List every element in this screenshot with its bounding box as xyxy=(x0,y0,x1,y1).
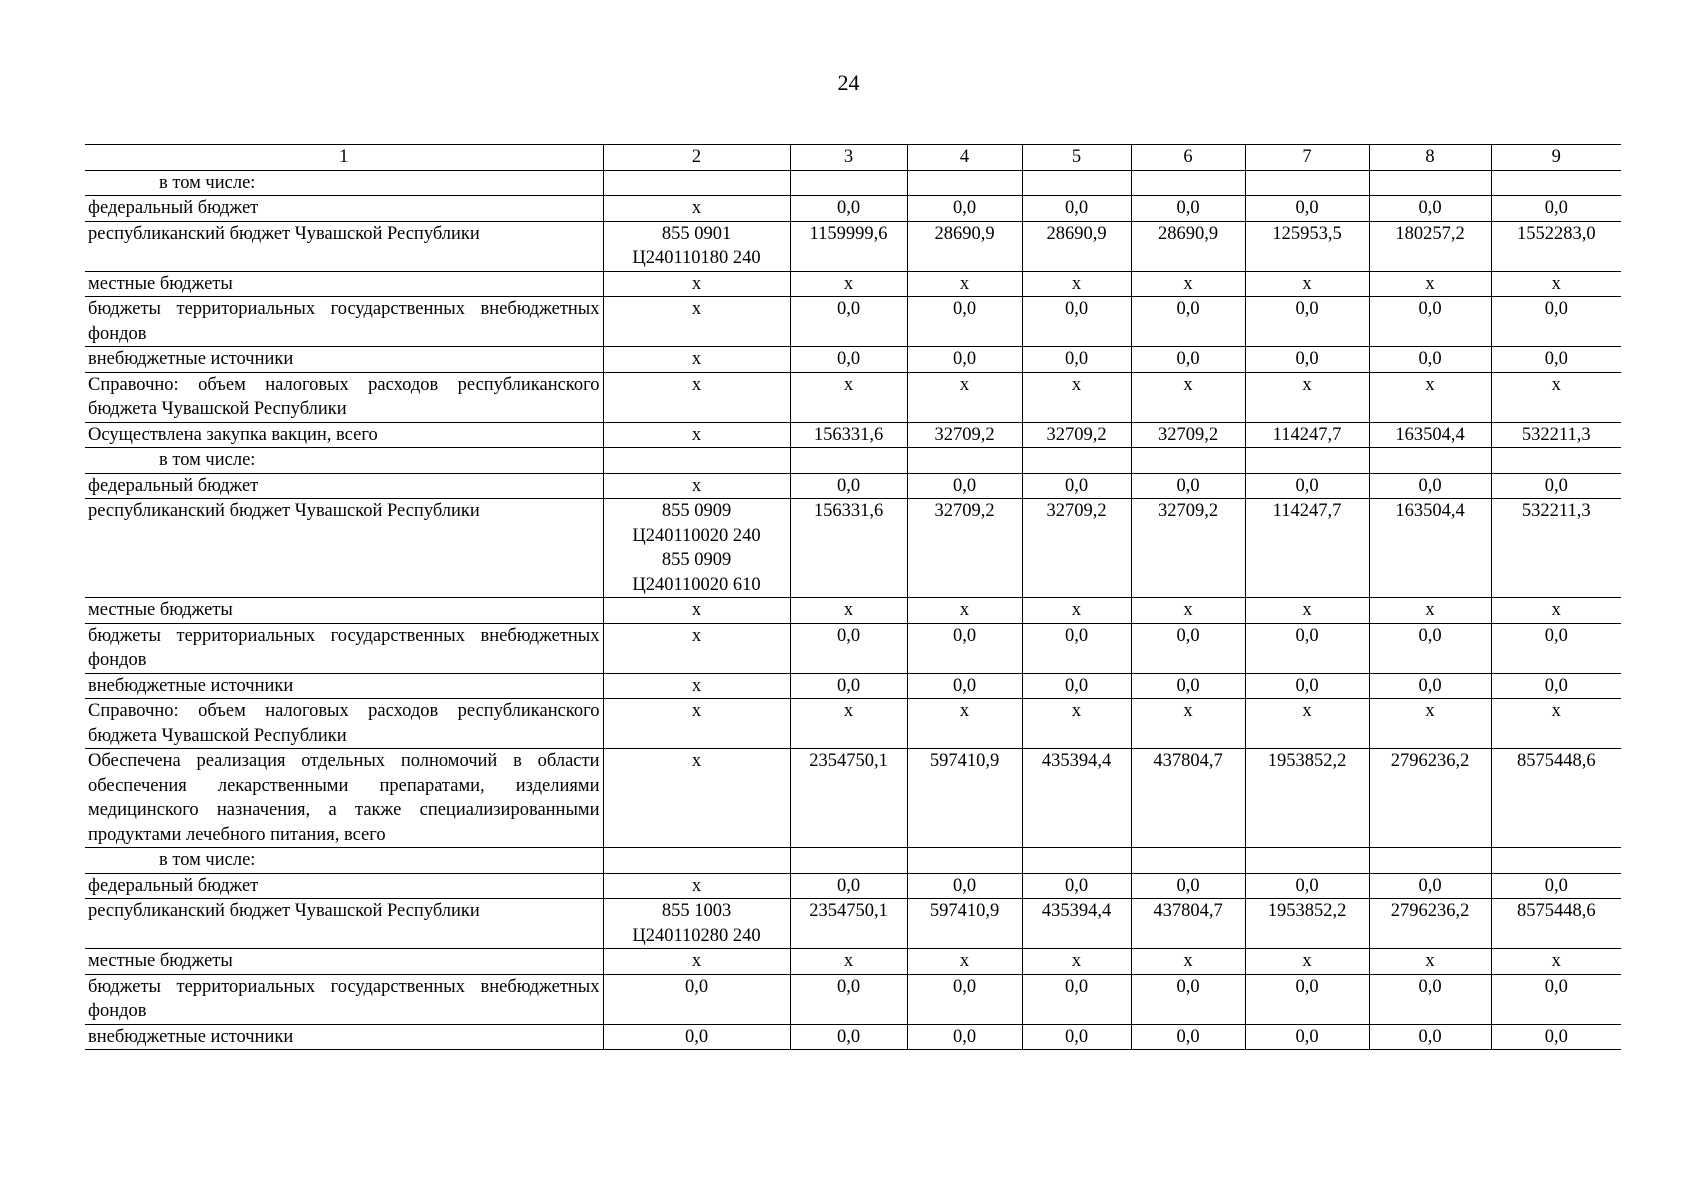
row-label: в том числе: xyxy=(85,448,603,474)
row-label: бюджеты территориальных государственных внебюджетных фондов xyxy=(85,297,603,347)
budget-code: х xyxy=(691,374,702,395)
value-cell: 0,0 xyxy=(1369,473,1491,499)
table-row xyxy=(85,170,1621,196)
value-cell: х xyxy=(790,699,907,749)
budget-code: х xyxy=(691,198,702,218)
value-cell: 0,0 xyxy=(907,347,1022,373)
table-row xyxy=(85,221,1621,271)
value-cell: х xyxy=(1022,699,1131,749)
budget-code-cell xyxy=(603,372,790,422)
budget-code-cell xyxy=(603,1024,790,1050)
table-row xyxy=(85,598,1621,624)
value-cell: 0,0 xyxy=(1369,873,1491,899)
value-cell xyxy=(907,848,1022,874)
table-row xyxy=(85,1024,1621,1050)
value-cell: х xyxy=(907,271,1022,297)
value-cell: 125953,5 xyxy=(1245,221,1369,271)
table-row xyxy=(85,196,1621,222)
budget-code-cell xyxy=(603,749,790,848)
value-cell: 1953852,2 xyxy=(1245,749,1369,848)
value-cell: 28690,9 xyxy=(1022,221,1131,271)
column-number-header: 7 xyxy=(1245,145,1369,171)
value-cell: 0,0 xyxy=(1022,473,1131,499)
value-cell: 0,0 xyxy=(1491,873,1621,899)
value-cell: 0,0 xyxy=(1245,473,1369,499)
budget-code-cell xyxy=(603,499,790,598)
value-cell: 0,0 xyxy=(790,196,907,222)
value-cell xyxy=(1369,448,1491,474)
value-cell: х xyxy=(1369,949,1491,975)
value-cell: 0,0 xyxy=(1369,673,1491,699)
value-cell: 532211,3 xyxy=(1491,499,1621,598)
row-label: внебюджетные источники xyxy=(85,1024,603,1050)
value-cell xyxy=(1491,170,1621,196)
table-body xyxy=(85,145,1621,1050)
value-cell: 0,0 xyxy=(1131,623,1245,673)
value-cell xyxy=(1245,448,1369,474)
table-row xyxy=(85,473,1621,499)
value-cell xyxy=(1491,448,1621,474)
value-cell: х xyxy=(1131,598,1245,624)
value-cell: х xyxy=(907,372,1022,422)
budget-code: х xyxy=(691,951,702,971)
value-cell: х xyxy=(1245,598,1369,624)
value-cell xyxy=(1022,448,1131,474)
value-cell xyxy=(1369,848,1491,874)
budget-code: 855 0901 xyxy=(661,223,732,244)
budget-table xyxy=(85,144,1621,1050)
value-cell: 0,0 xyxy=(1491,623,1621,673)
value-cell xyxy=(790,170,907,196)
value-cell: х xyxy=(1491,699,1621,749)
row-label: бюджеты территориальных государственных внебюджетных фондов xyxy=(85,974,603,1024)
table-row xyxy=(85,372,1621,422)
budget-code-cell xyxy=(603,623,790,673)
value-cell: х xyxy=(1022,598,1131,624)
value-cell: х xyxy=(1131,372,1245,422)
table-row xyxy=(85,673,1621,699)
value-cell: 32709,2 xyxy=(1022,422,1131,448)
value-cell: 1159999,6 xyxy=(790,221,907,271)
column-number-header: 6 xyxy=(1131,145,1245,171)
row-label: федеральный бюджет xyxy=(85,196,603,222)
value-cell xyxy=(1245,848,1369,874)
row-label: федеральный бюджет xyxy=(85,473,603,499)
value-cell xyxy=(1131,170,1245,196)
value-cell: х xyxy=(1245,949,1369,975)
value-cell: 0,0 xyxy=(790,473,907,499)
table-row xyxy=(85,899,1621,949)
value-cell: 0,0 xyxy=(1131,347,1245,373)
value-cell: 0,0 xyxy=(1369,297,1491,347)
budget-code-cell xyxy=(603,699,790,749)
budget-code: х xyxy=(691,349,702,369)
value-cell: 0,0 xyxy=(790,873,907,899)
value-cell: 114247,7 xyxy=(1245,422,1369,448)
value-cell xyxy=(907,448,1022,474)
budget-code-cell xyxy=(603,221,790,271)
value-cell: 32709,2 xyxy=(1022,499,1131,598)
budget-code: 855 1003 xyxy=(661,901,732,921)
value-cell: х xyxy=(907,949,1022,975)
value-cell: 0,0 xyxy=(1022,347,1131,373)
value-cell: 2354750,1 xyxy=(790,749,907,848)
column-number-header: 4 xyxy=(907,145,1022,171)
budget-code-cell xyxy=(603,899,790,949)
value-cell: 597410,9 xyxy=(907,899,1022,949)
column-number-header: 2 xyxy=(603,145,790,171)
value-cell: х xyxy=(907,598,1022,624)
value-cell: 435394,4 xyxy=(1022,899,1131,949)
value-cell: 0,0 xyxy=(1131,873,1245,899)
value-cell: 0,0 xyxy=(1369,196,1491,222)
budget-code: х xyxy=(691,273,702,294)
budget-code: 855 0909 xyxy=(661,501,732,521)
value-cell: 1953852,2 xyxy=(1245,899,1369,949)
budget-code: х xyxy=(691,675,702,696)
value-cell: 0,0 xyxy=(1022,196,1131,222)
table-row xyxy=(85,848,1621,874)
value-cell: 2796236,2 xyxy=(1369,749,1491,848)
value-cell: 0,0 xyxy=(1022,623,1131,673)
value-cell: 0,0 xyxy=(1491,347,1621,373)
budget-code: х xyxy=(691,600,702,620)
table-row xyxy=(85,873,1621,899)
table-header-row xyxy=(85,145,1621,171)
row-label: Справочно: объем налоговых расходов республиканского бюджета Чувашской Республики xyxy=(85,699,603,749)
value-cell: 0,0 xyxy=(907,974,1022,1024)
value-cell: 0,0 xyxy=(1131,196,1245,222)
value-cell: 0,0 xyxy=(907,297,1022,347)
value-cell: х xyxy=(1245,372,1369,422)
value-cell: 0,0 xyxy=(1131,974,1245,1024)
value-cell: х xyxy=(1491,949,1621,975)
row-label: в том числе: xyxy=(85,170,603,196)
value-cell: 0,0 xyxy=(1022,873,1131,899)
value-cell: х xyxy=(1369,271,1491,297)
table-row xyxy=(85,422,1621,448)
value-cell: 0,0 xyxy=(1245,873,1369,899)
budget-code: х xyxy=(691,424,702,445)
budget-code-cell xyxy=(603,848,790,874)
budget-code: х xyxy=(691,299,702,319)
value-cell: 0,0 xyxy=(1022,1024,1131,1050)
value-cell: 0,0 xyxy=(790,297,907,347)
value-cell: 0,0 xyxy=(790,623,907,673)
value-cell: 0,0 xyxy=(1245,623,1369,673)
value-cell: х xyxy=(1022,372,1131,422)
budget-code: х xyxy=(691,625,702,646)
budget-code-cell xyxy=(603,949,790,975)
value-cell: 0,0 xyxy=(1491,473,1621,499)
row-label: республиканский бюджет Чувашской Республики xyxy=(85,221,603,271)
budget-code: Ц240110280 240 xyxy=(632,925,761,946)
value-cell: 0,0 xyxy=(1245,297,1369,347)
table-row xyxy=(85,749,1621,848)
value-cell: 0,0 xyxy=(1491,297,1621,347)
budget-code-cell xyxy=(603,598,790,624)
value-cell: 0,0 xyxy=(1369,623,1491,673)
value-cell: 0,0 xyxy=(790,1024,907,1050)
row-label: бюджеты территориальных государственных внебюджетных фондов xyxy=(85,623,603,673)
value-cell: 0,0 xyxy=(907,673,1022,699)
budget-code-cell xyxy=(603,673,790,699)
value-cell: 0,0 xyxy=(1491,1024,1621,1050)
value-cell: 0,0 xyxy=(1022,297,1131,347)
value-cell: 0,0 xyxy=(1131,473,1245,499)
value-cell: 0,0 xyxy=(1369,1024,1491,1050)
value-cell: 0,0 xyxy=(1245,196,1369,222)
value-cell: 435394,4 xyxy=(1022,749,1131,848)
table-row xyxy=(85,623,1621,673)
value-cell: 8575448,6 xyxy=(1491,749,1621,848)
budget-code-cell xyxy=(603,473,790,499)
value-cell: х xyxy=(1131,699,1245,749)
value-cell xyxy=(1245,170,1369,196)
value-cell: 0,0 xyxy=(1491,196,1621,222)
table-row xyxy=(85,347,1621,373)
value-cell: х xyxy=(1245,271,1369,297)
budget-code: 0,0 xyxy=(684,976,709,997)
column-number-header: 1 xyxy=(85,145,603,171)
value-cell: 32709,2 xyxy=(1131,422,1245,448)
value-cell: х xyxy=(790,598,907,624)
column-number-header: 8 xyxy=(1369,145,1491,171)
value-cell xyxy=(790,448,907,474)
value-cell: х xyxy=(1491,271,1621,297)
value-cell: х xyxy=(1369,598,1491,624)
value-cell: 0,0 xyxy=(1022,974,1131,1024)
value-cell xyxy=(1369,170,1491,196)
value-cell: 0,0 xyxy=(1131,673,1245,699)
value-cell: 0,0 xyxy=(907,1024,1022,1050)
budget-code: х xyxy=(691,475,702,496)
value-cell: 156331,6 xyxy=(790,499,907,598)
value-cell: 0,0 xyxy=(790,974,907,1024)
row-label: местные бюджеты xyxy=(85,598,603,624)
value-cell: х xyxy=(790,372,907,422)
value-cell: х xyxy=(1491,372,1621,422)
value-cell: х xyxy=(1369,372,1491,422)
table-row xyxy=(85,949,1621,975)
value-cell: х xyxy=(790,271,907,297)
budget-code: х xyxy=(691,701,702,721)
value-cell: х xyxy=(1369,699,1491,749)
value-cell: 32709,2 xyxy=(907,499,1022,598)
value-cell: 180257,2 xyxy=(1369,221,1491,271)
value-cell: 8575448,6 xyxy=(1491,899,1621,949)
value-cell: 163504,4 xyxy=(1369,499,1491,598)
value-cell: 2354750,1 xyxy=(790,899,907,949)
value-cell: 0,0 xyxy=(1022,673,1131,699)
value-cell: 0,0 xyxy=(1131,1024,1245,1050)
value-cell: 0,0 xyxy=(907,473,1022,499)
table-row xyxy=(85,499,1621,598)
budget-code-cell xyxy=(603,347,790,373)
value-cell: 0,0 xyxy=(790,673,907,699)
budget-code-cell xyxy=(603,974,790,1024)
row-label: Осуществлена закупка вакцин, всего xyxy=(85,422,603,448)
value-cell: 0,0 xyxy=(1245,974,1369,1024)
value-cell: 0,0 xyxy=(1491,673,1621,699)
row-label: Справочно: объем налоговых расходов республиканского бюджета Чувашской Республики xyxy=(85,372,603,422)
value-cell: 114247,7 xyxy=(1245,499,1369,598)
value-cell: 0,0 xyxy=(1369,974,1491,1024)
row-label: внебюджетные источники xyxy=(85,673,603,699)
value-cell: х xyxy=(790,949,907,975)
value-cell: 0,0 xyxy=(1131,297,1245,347)
value-cell: 2796236,2 xyxy=(1369,899,1491,949)
value-cell: х xyxy=(1022,271,1131,297)
budget-code: 855 0909 xyxy=(661,550,732,570)
value-cell xyxy=(790,848,907,874)
value-cell: 597410,9 xyxy=(907,749,1022,848)
table-row xyxy=(85,297,1621,347)
column-number-header: 9 xyxy=(1491,145,1621,171)
row-label: местные бюджеты xyxy=(85,949,603,975)
table-row xyxy=(85,271,1621,297)
value-cell: 0,0 xyxy=(907,623,1022,673)
budget-code-cell xyxy=(603,271,790,297)
value-cell: 0,0 xyxy=(1245,347,1369,373)
value-cell: 0,0 xyxy=(1369,347,1491,373)
budget-code: Ц240110020 610 xyxy=(632,574,761,595)
value-cell: 0,0 xyxy=(1491,974,1621,1024)
column-number-header: 3 xyxy=(790,145,907,171)
budget-code: х xyxy=(691,875,702,896)
value-cell: 0,0 xyxy=(907,873,1022,899)
budget-code-cell xyxy=(603,297,790,347)
value-cell: х xyxy=(1022,949,1131,975)
value-cell: 0,0 xyxy=(790,347,907,373)
value-cell xyxy=(1131,448,1245,474)
value-cell xyxy=(907,170,1022,196)
value-cell: 28690,9 xyxy=(1131,221,1245,271)
value-cell: 0,0 xyxy=(1245,1024,1369,1050)
budget-code-cell xyxy=(603,170,790,196)
row-label: местные бюджеты xyxy=(85,271,603,297)
value-cell: 156331,6 xyxy=(790,422,907,448)
value-cell: 532211,3 xyxy=(1491,422,1621,448)
row-label: в том числе: xyxy=(85,848,603,874)
row-label: республиканский бюджет Чувашской Республики xyxy=(85,899,603,949)
value-cell: 437804,7 xyxy=(1131,899,1245,949)
budget-code: х xyxy=(691,751,702,771)
column-number-header: 5 xyxy=(1022,145,1131,171)
value-cell xyxy=(1022,170,1131,196)
value-cell: 0,0 xyxy=(1245,673,1369,699)
value-cell xyxy=(1022,848,1131,874)
budget-code: 0,0 xyxy=(684,1026,709,1047)
row-label: республиканский бюджет Чувашской Республики xyxy=(85,499,603,598)
value-cell: 28690,9 xyxy=(907,221,1022,271)
value-cell: х xyxy=(907,699,1022,749)
value-cell: х xyxy=(1245,699,1369,749)
table-row xyxy=(85,448,1621,474)
table-row xyxy=(85,974,1621,1024)
budget-code-cell xyxy=(603,422,790,448)
row-label: Обеспечена реализация отдельных полномочий в области обеспечения лекарственными препаратами, изделиями медицинского назначения, а также специализированными продуктами лечебного питания, всего xyxy=(85,749,603,848)
row-label: внебюджетные источники xyxy=(85,347,603,373)
value-cell xyxy=(1491,848,1621,874)
value-cell: х xyxy=(1131,271,1245,297)
value-cell: 32709,2 xyxy=(907,422,1022,448)
value-cell: х xyxy=(1131,949,1245,975)
value-cell: 1552283,0 xyxy=(1491,221,1621,271)
value-cell: 437804,7 xyxy=(1131,749,1245,848)
budget-code-cell xyxy=(603,873,790,899)
table-row xyxy=(85,699,1621,749)
row-label: федеральный бюджет xyxy=(85,873,603,899)
value-cell: 163504,4 xyxy=(1369,422,1491,448)
budget-code: Ц240110180 240 xyxy=(632,248,761,268)
budget-code: Ц240110020 240 xyxy=(632,525,761,546)
value-cell: 0,0 xyxy=(907,196,1022,222)
value-cell xyxy=(1131,848,1245,874)
value-cell: 32709,2 xyxy=(1131,499,1245,598)
budget-code-cell xyxy=(603,196,790,222)
budget-code-cell xyxy=(603,448,790,474)
page-number: 24 xyxy=(837,70,860,95)
value-cell: х xyxy=(1491,598,1621,624)
